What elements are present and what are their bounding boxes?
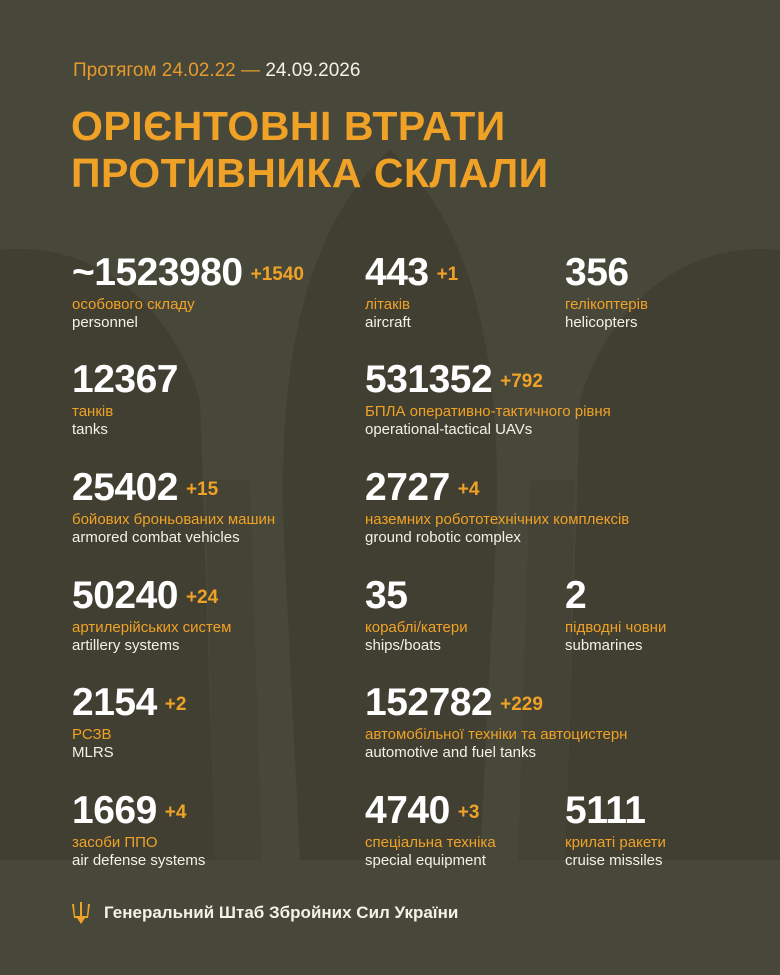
- stat-air-defense: [72, 791, 205, 870]
- stat-label-en: helicopters: [565, 314, 638, 331]
- stat-value: 25402: [72, 466, 178, 509]
- stat-special-equipment: [365, 791, 496, 870]
- stat-ships: [365, 576, 468, 655]
- stat-vehicles: [365, 683, 627, 762]
- stat-delta: +3: [457, 802, 480, 823]
- stat-value: 35: [365, 574, 408, 617]
- stat-label-en: ships/boats: [365, 637, 441, 654]
- stat-label-en: cruise missiles: [565, 852, 663, 869]
- stat-label-en: armored combat vehicles: [72, 529, 240, 546]
- stat-label-en: special equipment: [365, 852, 486, 869]
- stat-delta: +4: [164, 802, 187, 823]
- stat-artillery: [72, 576, 231, 655]
- stat-value: 12367: [72, 358, 178, 401]
- title-line-1: ОРІЄНТОВНІ ВТРАТИ: [71, 103, 506, 149]
- stat-uavs: [365, 360, 611, 439]
- stat-label-ua: крилаті ракети: [565, 834, 666, 851]
- stat-label-en: MLRS: [72, 744, 114, 761]
- stat-value: ~1523980: [72, 251, 243, 294]
- stat-value: 50240: [72, 574, 178, 617]
- footer: [72, 902, 458, 924]
- stat-value: 4740: [365, 789, 450, 832]
- stat-label-ua: БПЛА оперативно-тактичного рівня: [365, 403, 611, 420]
- stat-delta: +24: [185, 587, 219, 608]
- stat-label-ua: гелікоптерів: [565, 296, 648, 313]
- stat-value: 2727: [365, 466, 450, 509]
- stat-label-ua: бойових броньованих машин: [72, 511, 276, 528]
- stat-label-en: tanks: [72, 421, 108, 438]
- trident-icon: [72, 902, 90, 924]
- stat-label-en: aircraft: [365, 314, 411, 331]
- stat-label-ua: артилерійських систем: [72, 619, 232, 636]
- stat-label-en: submarines: [565, 637, 643, 654]
- stat-helicopters: [565, 253, 648, 332]
- stat-label-ua: особового складу: [72, 296, 195, 313]
- stat-submarines: [565, 576, 666, 655]
- stat-cruise-missiles: [565, 791, 666, 870]
- stat-label-en: ground robotic complex: [365, 529, 521, 546]
- page-title: [71, 103, 549, 197]
- stat-value: 356: [565, 251, 629, 294]
- stat-value: 2154: [72, 681, 157, 724]
- stat-mlrs: [72, 683, 186, 762]
- stat-tanks: [72, 360, 178, 439]
- stat-label-ua: засоби ППО: [72, 834, 158, 851]
- stat-label-ua: танків: [72, 403, 114, 420]
- period-end-date: 24.09.2026: [265, 60, 361, 81]
- stat-delta: +792: [500, 371, 543, 392]
- stat-robotic-complex: [365, 468, 629, 547]
- stat-label-ua: кораблі/катери: [365, 619, 468, 636]
- stat-label-en: operational-tactical UAVs: [365, 421, 533, 438]
- stat-label-ua: автомобільної техніки та автоцистерн: [365, 726, 628, 743]
- period-dash: —: [241, 60, 261, 81]
- stat-label-ua: РСЗВ: [72, 726, 112, 743]
- stat-value: 2: [565, 574, 587, 617]
- stat-label-ua: спеціальна техніка: [365, 834, 496, 851]
- stat-label-ua: підводні човни: [565, 619, 667, 636]
- footer-org-name: Генеральний Штаб Збройних Сил України: [104, 903, 459, 922]
- stat-value: 1669: [72, 789, 157, 832]
- stat-value: 531352: [365, 358, 493, 401]
- stat-value: 443: [365, 251, 429, 294]
- stat-delta: +1: [436, 264, 459, 285]
- stat-label-en: artillery systems: [72, 637, 180, 654]
- stat-delta: +2: [164, 694, 187, 715]
- stat-aircraft: [365, 253, 458, 332]
- stat-label-en: automotive and fuel tanks: [365, 744, 536, 761]
- period-line: [73, 60, 360, 82]
- title-line-2: ПРОТИВНИКА СКЛАЛИ: [71, 150, 549, 196]
- stat-label-ua: наземних робототехнічних комплексів: [365, 511, 630, 528]
- stat-value: 152782: [365, 681, 493, 724]
- stat-delta: +15: [185, 479, 219, 500]
- period-label: Протягом 24.02.22: [73, 60, 236, 81]
- stat-label-en: air defense systems: [72, 852, 206, 869]
- stat-label-en: personnel: [72, 314, 138, 331]
- stat-label-ua: літаків: [365, 296, 410, 313]
- stat-armored-vehicles: [72, 468, 275, 547]
- stat-delta: +1540: [250, 264, 304, 285]
- stat-value: 5111: [565, 789, 646, 832]
- stat-delta: +4: [457, 479, 480, 500]
- stat-delta: +229: [500, 694, 543, 715]
- stat-personnel: [72, 253, 304, 332]
